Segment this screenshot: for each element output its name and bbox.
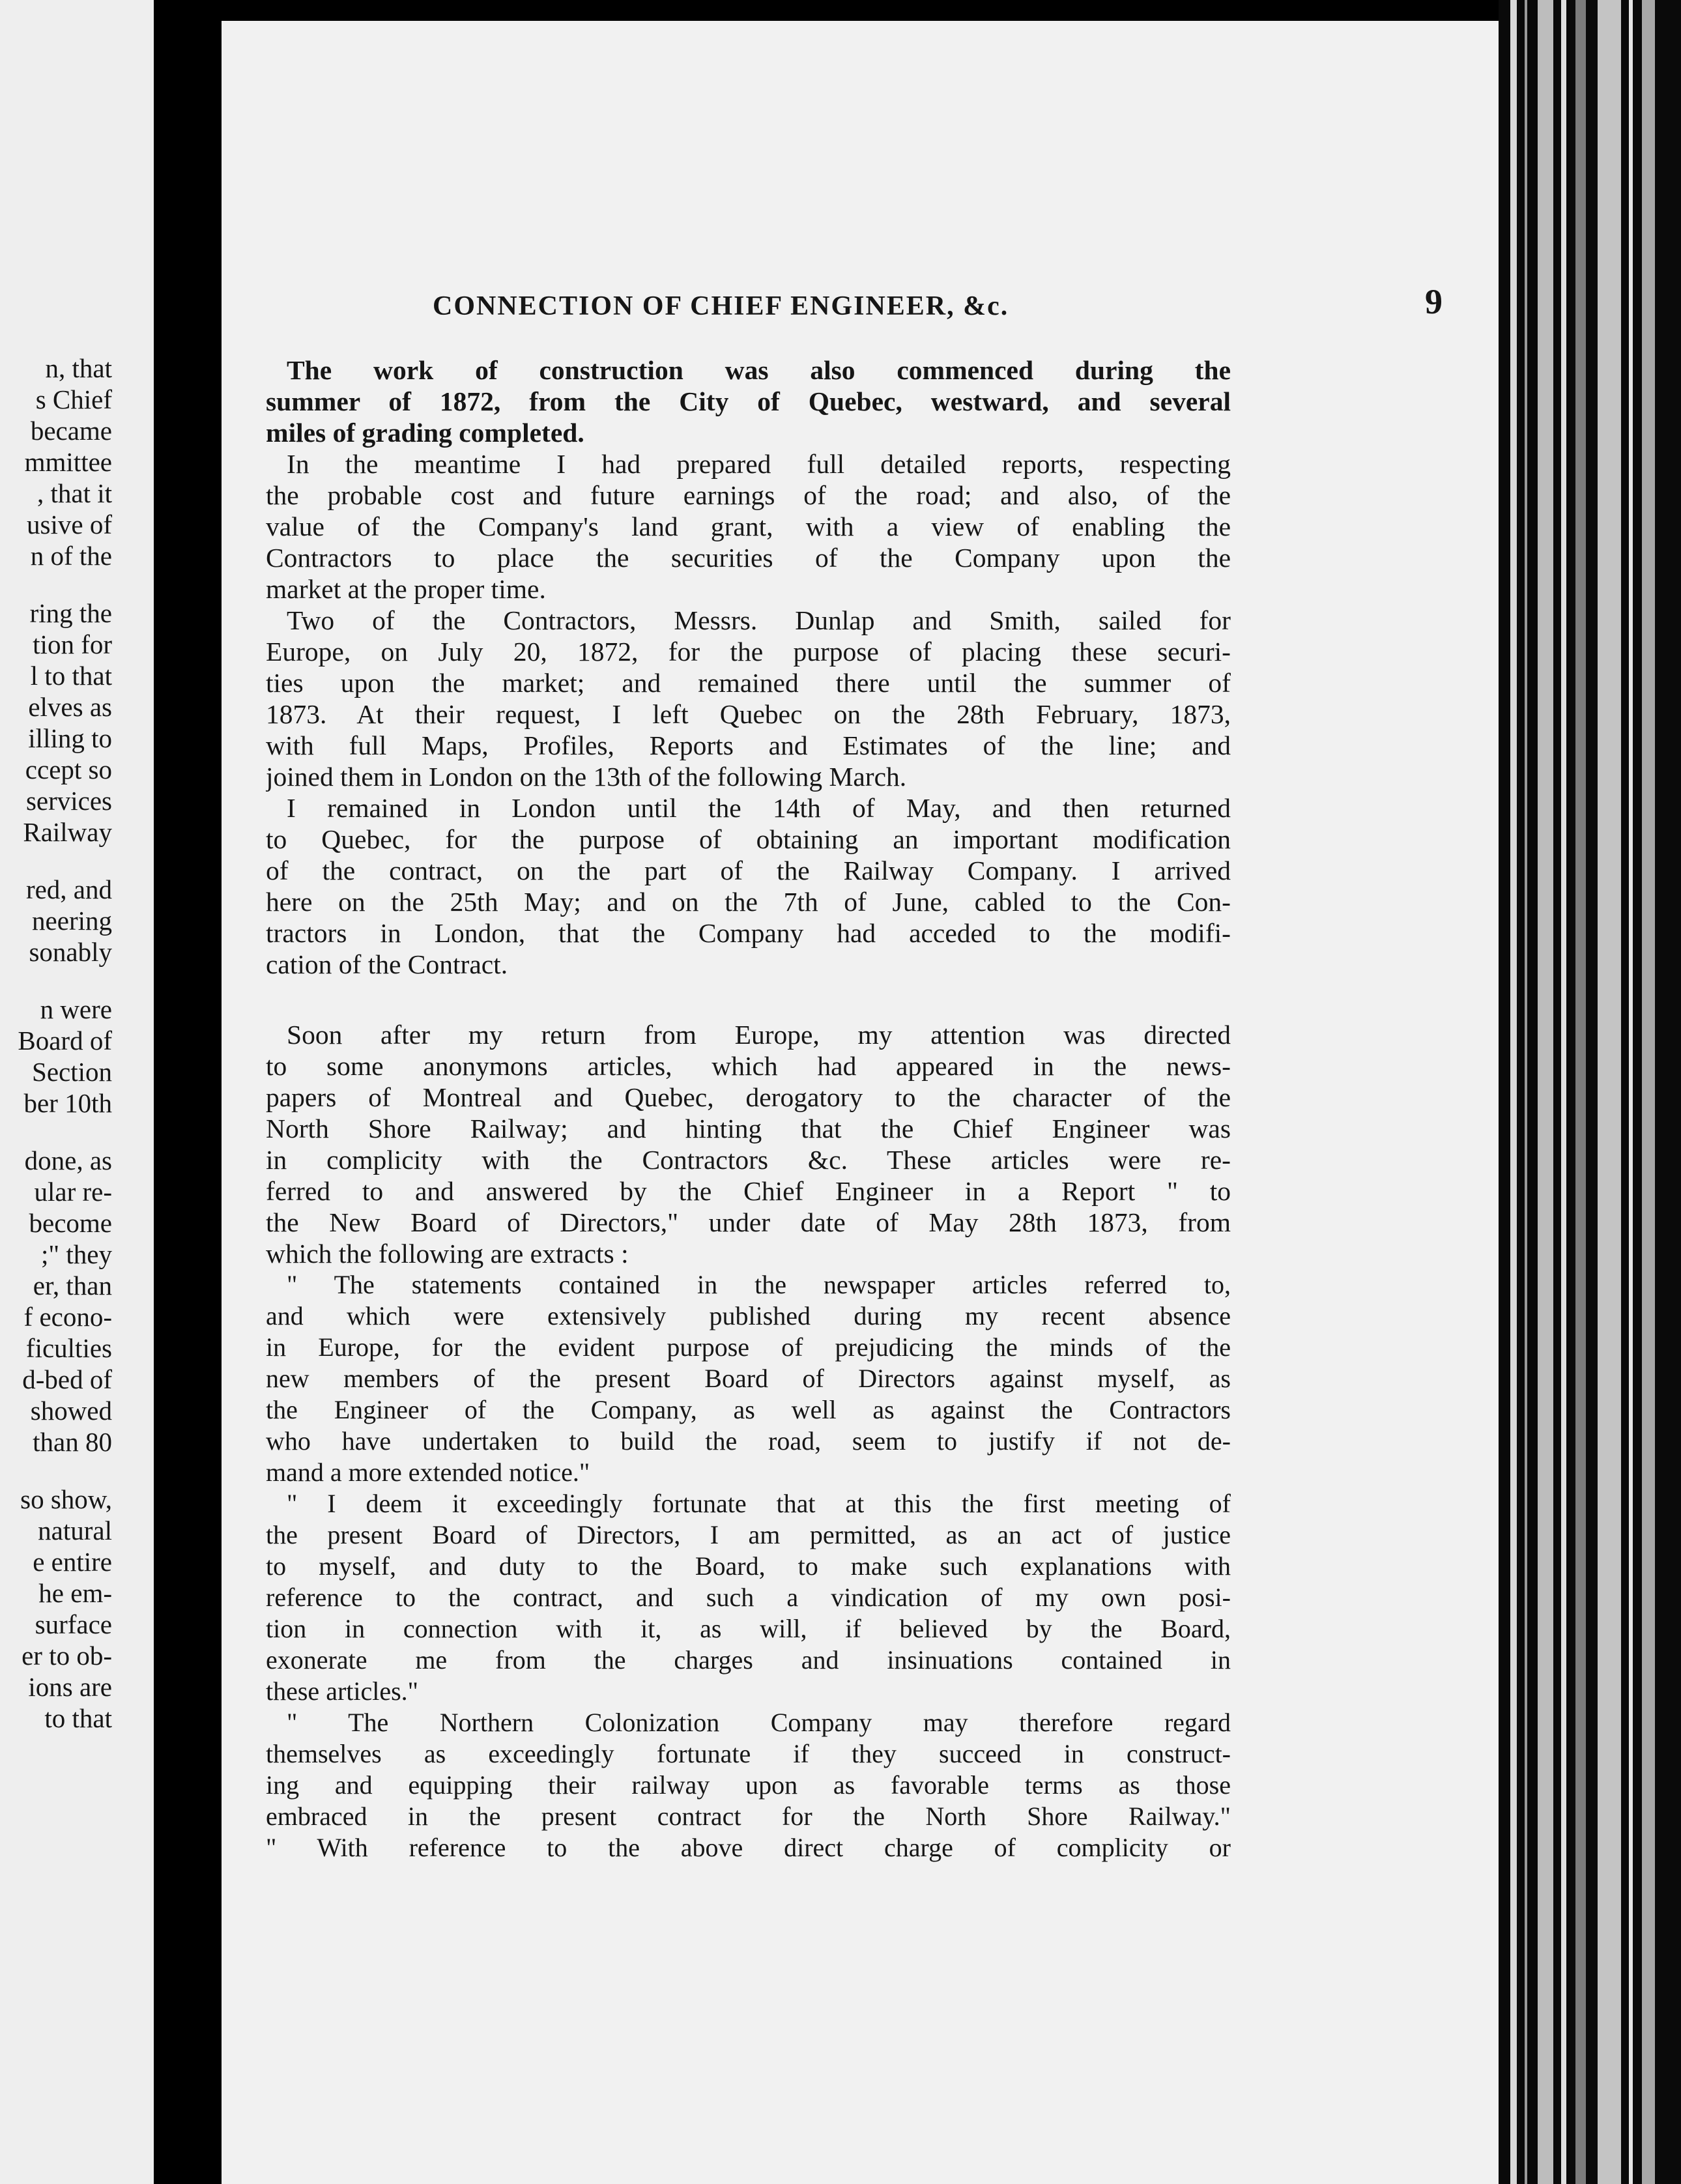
facing-page-line: ber 10th (23, 1088, 112, 1118)
text-line: value of the Company's land grant, with a view of enabling the (266, 511, 1231, 541)
text-line: to Quebec, for the purpose of obtaining an important modification (266, 824, 1231, 854)
paragraph (266, 354, 1231, 448)
text-line: I remained in London until the 14th of May, and then returned (287, 793, 1231, 823)
page-edge-strip (1561, 0, 1566, 2184)
facing-page-line: l to that (30, 661, 112, 691)
facing-page-line: sonably (29, 937, 112, 967)
paragraph (266, 605, 1231, 792)
text-line: the probable cost and future earnings of the road; and also, of the (266, 480, 1231, 510)
text-line: the present Board of Directors, I am permitted, as an act of justice (266, 1520, 1231, 1549)
facing-page-line: so show, (20, 1484, 112, 1514)
facing-page-line (0, 848, 112, 874)
text-line: ties upon the market; and remained there until the summer of (266, 668, 1231, 698)
facing-page-line: n were (40, 994, 112, 1024)
running-head (433, 281, 1469, 334)
page-edge-strip (1575, 0, 1586, 2184)
text-line: the New Board of Directors," under date of May 28th 1873, from (266, 1207, 1231, 1237)
paragraph (266, 1269, 1231, 1488)
text-line: Two of the Contractors, Messrs. Dunlap and Smith, sailed for (287, 605, 1231, 635)
facing-page-line: Board of (18, 1026, 112, 1056)
facing-page-line (0, 571, 112, 597)
text-line: tractors in London, that the Company had acceded to the modifi- (266, 918, 1231, 948)
facing-page-line (0, 968, 112, 994)
facing-page-line: Section (32, 1057, 112, 1087)
facing-page-line: ;" they (41, 1239, 112, 1269)
text-line: who have undertaken to build the road, seem to justify if not de- (266, 1426, 1231, 1456)
facing-page-line: services (25, 786, 112, 816)
facing-page-line: ring the (29, 598, 112, 628)
page-edge-strip (1642, 0, 1655, 2184)
text-line: in complicity with the Contractors &c. These articles were re- (266, 1145, 1231, 1175)
page-edge-strip (1510, 0, 1517, 2184)
page-body-text (266, 354, 1231, 1863)
text-line: the Engineer of the Company, as well as against the Contractors (266, 1395, 1231, 1424)
text-line: exonerate me from the charges and insinuations contained in (266, 1645, 1231, 1674)
text-line: Contractors to place the securities of the Company upon the (266, 543, 1231, 573)
text-line: Soon after my return from Europe, my attention was directed (287, 1020, 1231, 1050)
facing-page-line: s Chief (35, 384, 112, 414)
facing-page-line: n of the (30, 541, 112, 571)
text-line: The work of construction was also commenced during the (287, 355, 1231, 385)
text-line: summer of 1872, from the City of Quebec, westward, and several (266, 386, 1231, 416)
facing-page-line (0, 1119, 112, 1145)
text-line: In the meantime I had prepared full detailed reports, respecting (287, 449, 1231, 479)
text-line: these articles." (266, 1676, 419, 1706)
text-line: market at the proper time. (266, 574, 546, 604)
facing-page-fragment (0, 0, 154, 2184)
text-line: tion in connection with it, as will, if believed by the Board, (266, 1614, 1231, 1643)
book-edge (1499, 0, 1681, 2184)
text-line: mand a more extended notice." (266, 1458, 590, 1487)
facing-page-line: natural (38, 1516, 112, 1545)
facing-page-line: done, as (24, 1145, 112, 1175)
facing-page-line: red, and (25, 874, 112, 904)
facing-page-line: usive of (27, 510, 112, 539)
paragraph (266, 1019, 1231, 1269)
paragraph (266, 448, 1231, 605)
facing-page-line: ccept so (25, 754, 112, 784)
facing-page-line: ular re- (34, 1177, 112, 1207)
facing-page-line: d-bed of (22, 1364, 112, 1394)
facing-page-line: , that it (36, 478, 112, 508)
text-line: of the contract, on the part of the Railway Company. I arrived (266, 855, 1231, 885)
text-line: " The Northern Colonization Company may therefore regard (287, 1708, 1231, 1737)
text-line: ing and equipping their railway upon as favorable terms as those (266, 1770, 1231, 1800)
facing-page-line: n, that (45, 353, 112, 383)
text-line: papers of Montreal and Quebec, derogatory to the character of the (266, 1082, 1231, 1112)
text-line: to myself, and duty to the Board, to make such explanations with (266, 1551, 1231, 1581)
facing-page-line: er to ob- (22, 1641, 112, 1671)
paragraph (266, 1488, 1231, 1707)
facing-page-line: neering (32, 906, 112, 936)
text-line: joined them in London on the 13th of the following March. (266, 762, 907, 792)
facing-page-line: ions are (28, 1672, 112, 1702)
text-line: reference to the contract, and such a vindication of my own posi- (266, 1583, 1231, 1612)
text-line: in Europe, for the evident purpose of prejudicing the minds of the (266, 1332, 1231, 1362)
text-line: with full Maps, Profiles, Reports and Estimates of the line; and (266, 730, 1231, 760)
facing-page-line: illing to (28, 723, 112, 753)
page-edge-strip (1598, 0, 1621, 2184)
text-line: 1873. At their request, I left Quebec on the 28th February, 1873, (266, 699, 1231, 729)
facing-page-line: surface (35, 1609, 112, 1639)
text-line: Europe, on July 20, 1872, for the purpose of placing these securi- (266, 637, 1231, 667)
paragraph (266, 792, 1231, 980)
facing-page-line: f econo- (23, 1302, 112, 1332)
text-line: here on the 25th May; and on the 7th of June, cabled to the Con- (266, 887, 1231, 917)
book-gutter (154, 0, 222, 2184)
page-edge-strip (1538, 0, 1553, 2184)
facing-page-line: he em- (38, 1578, 112, 1608)
text-line: " The statements contained in the newspaper articles referred to, (287, 1270, 1231, 1299)
facing-page-line: elves as (28, 692, 112, 722)
text-line: " I deem it exceedingly fortunate that at this the first meeting of (287, 1489, 1231, 1518)
facing-page-text (0, 352, 112, 1734)
facing-page-line: e entire (33, 1547, 112, 1577)
text-line: which the following are extracts : (266, 1239, 629, 1269)
facing-page-line: ficulties (25, 1333, 112, 1363)
facing-page-line: mmittee (24, 447, 112, 477)
facing-page-line: er, than (33, 1271, 112, 1300)
facing-page-line: Railway (23, 817, 112, 847)
text-line: and which were extensively published during my recent absence (266, 1301, 1231, 1330)
text-line: to some anonymons articles, which had appeared in the news- (266, 1051, 1231, 1081)
page-number: 9 (1425, 282, 1443, 321)
facing-page-line: tion for (33, 629, 112, 659)
facing-page-line (0, 1458, 112, 1484)
text-line: miles of grading completed. (266, 418, 584, 448)
text-line: North Shore Railway; and hinting that the Chief Engineer was (266, 1114, 1231, 1143)
section-break (266, 980, 1231, 1019)
running-title: CONNECTION OF CHIEF ENGINEER, &c. (433, 291, 1009, 321)
facing-page-line: became (30, 416, 112, 446)
facing-page-line: than 80 (33, 1427, 112, 1457)
text-line: embraced in the present contract for the North Shore Railway." (266, 1802, 1231, 1831)
text-line: themselves as exceedingly fortunate if they succeed in construct- (266, 1739, 1231, 1768)
facing-page-line: showed (30, 1396, 112, 1426)
page-edge-strip (1629, 0, 1633, 2184)
text-line: " With reference to the above direct charge of complicity or (266, 1833, 1231, 1862)
page-edge-strip (1525, 0, 1527, 2184)
facing-page-line: become (29, 1208, 112, 1238)
paragraph (266, 1707, 1231, 1863)
text-line: new members of the present Board of Directors against myself, as (266, 1364, 1231, 1393)
text-line: cation of the Contract. (266, 949, 508, 979)
text-line: ferred to and answered by the Chief Engineer in a Report " to (266, 1176, 1231, 1206)
facing-page-line: to that (44, 1703, 112, 1733)
book-page (222, 21, 1499, 2184)
